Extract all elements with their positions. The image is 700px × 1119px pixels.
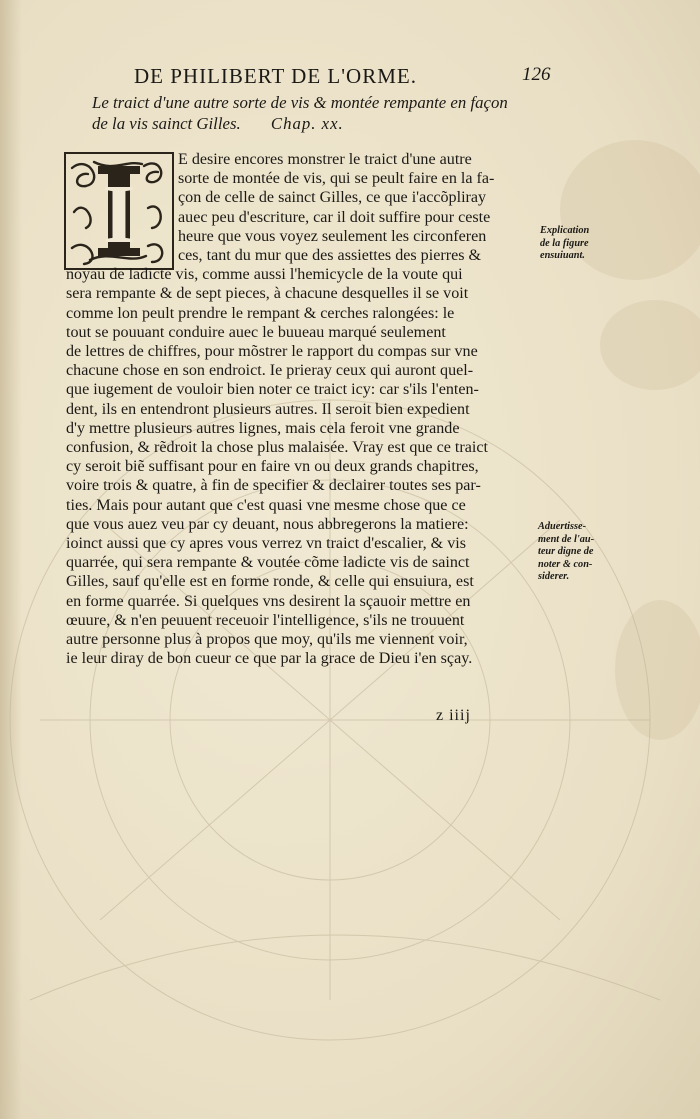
text-line: E desire encores monstrer le traict d'une autre [178,151,472,168]
margin-note-line: teur digne de [538,546,594,558]
margin-note-explication [540,225,618,263]
text-line: ties. Mais pour autant que c'est quasi vne mesme chose que ce [66,496,466,514]
chapter-title-line: de la vis sainct Gilles. [92,114,241,133]
text-line: que vous auez veu par cy deuant, nous abbregerons la matiere: [66,515,469,533]
text-line: sorte de montée de vis, qui se peult faire en la fa- [178,170,495,188]
text-line: noyau de ladicte vis, comme aussi l'hemicycle de la voute qui [66,266,463,284]
text-line: dent, ils en entendront plusieurs autres. Il seroit bien expedient [66,400,470,418]
margin-note-aduertissement [538,521,616,584]
text-line: cy seroit biẽ suffisant pour en faire vn ou deux grands chapitres, [66,458,479,476]
margin-note-line: siderer. [538,571,570,583]
text-line: auec peu d'escriture, car il doit suffire pour ceste [178,208,491,226]
chapter-title [92,92,532,134]
text-line: sera rempante & de sept pieces, à chacune desquelles il se voit [66,285,469,303]
chapter-title-line: Le traict d'une autre sorte de vis & montée rempante en façon [92,93,508,112]
text-line: heure que vous voyez seulement les circonferen [178,227,487,245]
text-line: que iugement de vouloir bien noter ce traict icy: car s'ils l'enten- [66,381,479,399]
margin-note-line: ensuiuant. [540,250,585,262]
drop-cap-letter: I [102,168,136,261]
margin-note-line: noter & con- [538,558,593,570]
margin-note-line: Aduertisse- [538,521,587,532]
running-head: DE PHILIBERT DE L'ORME. [134,64,417,88]
body-text [66,150,536,668]
text-line: de lettres de chiffres, pour mõstrer le rapport du compas sur vne [66,343,478,361]
margin-note-line: de la figure [540,237,589,249]
text-line: Gilles, sauf qu'elle est en forme ronde, & celle qui ensuiura, est [66,573,474,591]
text-line: tout se pouuant conduire auec le buueau marqué seulement [66,323,446,341]
text-line: œuure, & n'en peuuent receuoir l'intelligence, s'ils ne trouuent [66,611,465,629]
text-line: ie leur diray de bon cueur ce que par la grace de Dieu i'en sçay. [66,650,473,668]
text-line: ioinct aussi que cy apres vous verrez vn traict d'escalier, & vis [66,535,466,553]
text-line: chacune chose en son endroict. Ie prieray ceux qui auront quel- [66,362,474,380]
text-line: confusion, & rẽdroit la chose plus malaisée. Vray est que ce traict [66,439,488,457]
text-line: çon de celle de sainct Gilles, ce que i'accõpliray [178,189,487,207]
margin-note-line: Explication [540,225,590,236]
page-number: 126 [522,64,551,85]
text-line: ces, tant du mur que des assiettes des pierres & [178,247,482,265]
text-line: quarrée, qui sera rempante & voutée cõme ladicte vis de sainct [66,554,470,572]
chapter-number: Chap. xx. [270,114,344,133]
text-line: autre personne plus à propos que moy, qu'ils me viennent voir, [66,631,468,649]
signature-mark: z iiij [436,707,471,724]
text-line: comme lon peult prendre le rempant & cerches ralongées: le [66,304,455,322]
text-line: d'y mettre plusieurs autres lignes, mais cela feroit vne grande [66,419,460,437]
text-line: voire trois & quatre, à fin de specifier & declairer toutes ses par- [66,477,481,495]
text-line: en forme quarrée. Si quelques vns desirent la sçauoir mettre en [66,592,471,610]
margin-note-line: ment de l'au- [538,533,595,545]
